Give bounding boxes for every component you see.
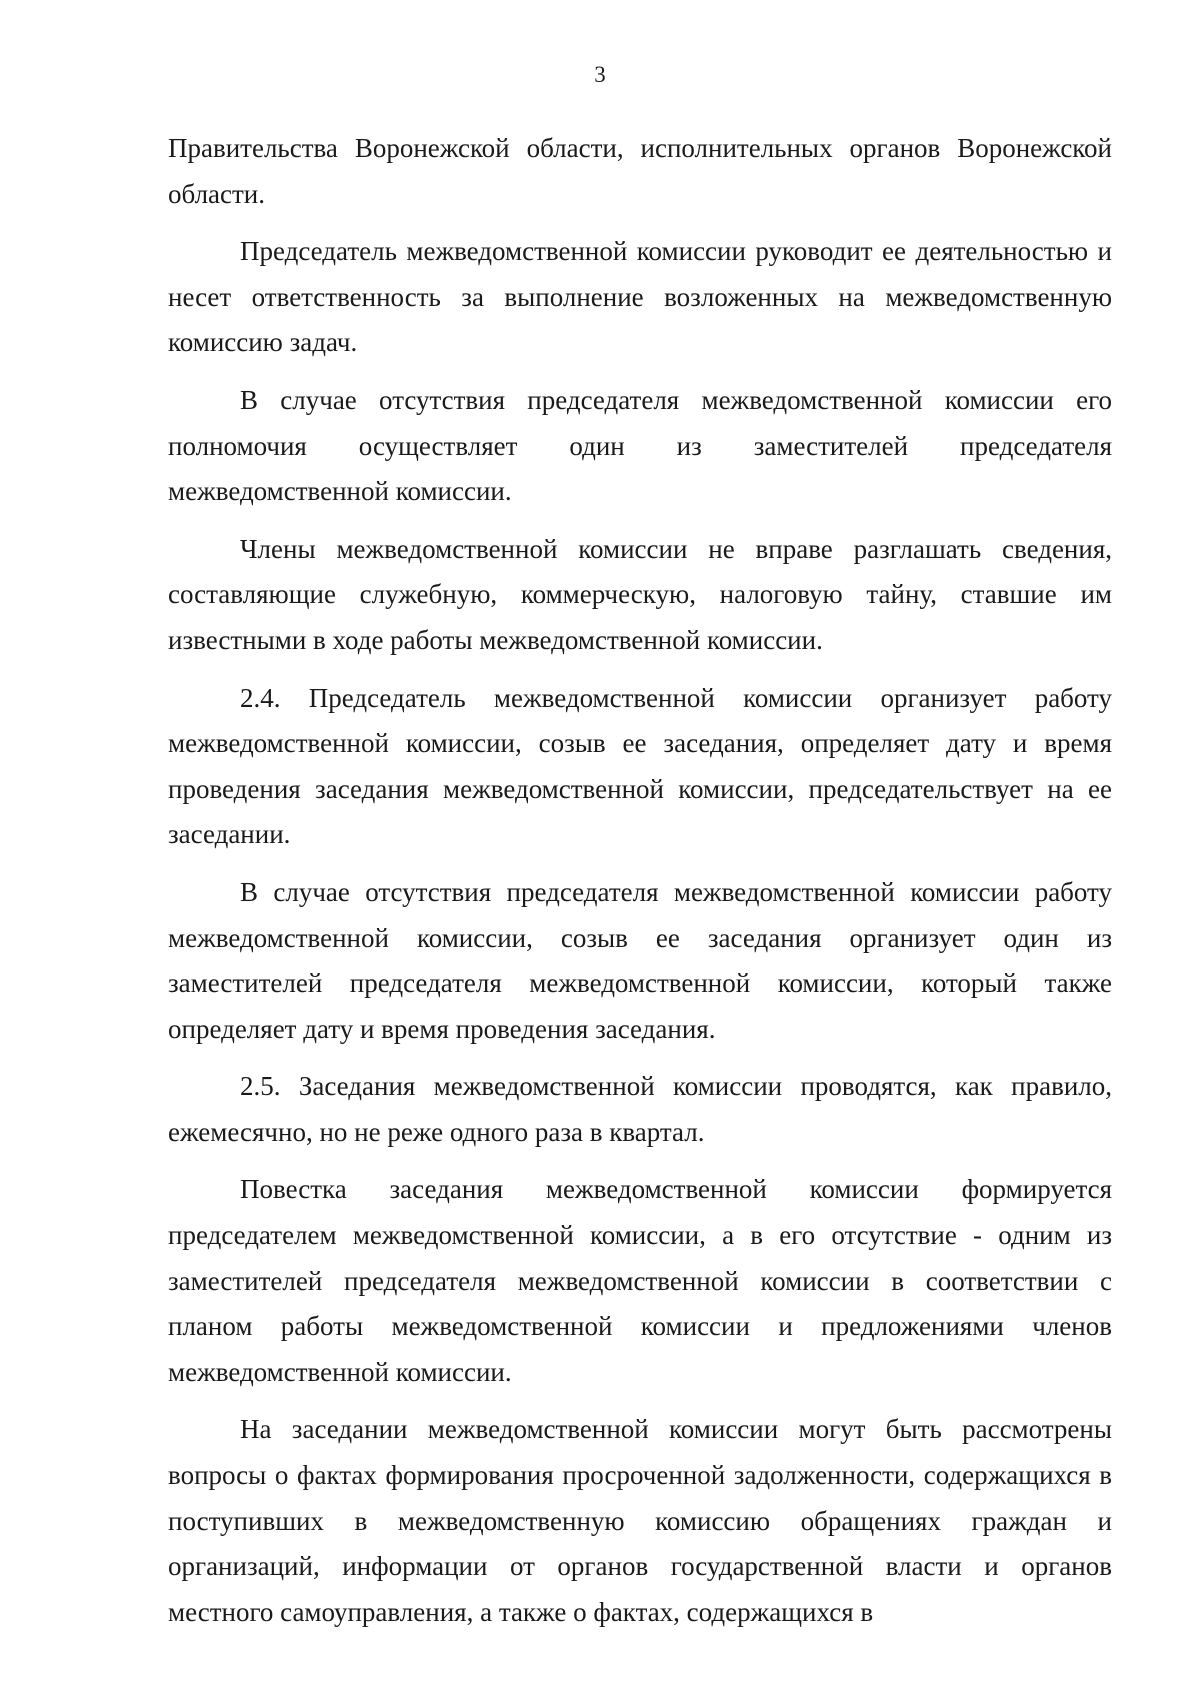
paragraph-2-4: 2.4. Председатель межведомственной комиссии организует работу межведомственной комиссии, созыв ее заседания, определяет дату и время проведения заседания межведомственной комиссии, председательствует на ее заседании. — [168, 682, 1112, 850]
paragraph-continuation: Правительства Воронежской области, исполнительных органов Воронежской области. — [168, 133, 1112, 209]
document-body — [168, 126, 1112, 1635]
paragraph-deputy-organization: В случае отсутствия председателя межведомственной комиссии работу межведомственной комиссии, созыв ее заседания организует один из заместителей председателя межведомственной комиссии, который также определяет дату и время проведения заседания. — [168, 876, 1112, 1044]
paragraph-agenda: Повестка заседания межведомственной комиссии формируется председателем межведомственной комиссии, а в его отсутствие - одним из заместителей председателя межведомственной комиссии в соответствии с планом работы межведомственной комиссии и предложениями членов межведомственной комиссии. — [168, 1174, 1112, 1387]
paragraph-2-5: 2.5. Заседания межведомственной комиссии проводятся, как правило, ежемесячно, но не реже одного раза в квартал. — [168, 1071, 1112, 1147]
paragraph-meeting-questions: На заседании межведомственной комиссии могут быть рассмотрены вопросы о фактах формирования просроченной задолженности, содержащихся в поступивших в межведомственную комиссию обращениях граждан и организаций, информации от органов государственной власти и органов местного самоуправления, а также о фактах, содержащихся в — [168, 1414, 1112, 1627]
paragraph-chairman-absence: В случае отсутствия председателя межведомственной комиссии его полномочия осуществляет один из заместителей председателя межведомственной комиссии. — [168, 384, 1112, 507]
paragraph-chairman-duties: Председатель межведомственной комиссии руководит ее деятельностью и несет ответственность за выполнение возложенных на межведомственную комиссию задач. — [168, 236, 1112, 358]
page-number: 3 — [594, 62, 606, 87]
paragraph-confidentiality: Члены межведомственной комиссии не вправе разглашать сведения, составляющие служебную, коммерческую, налоговую тайну, ставшие им известными в ходе работы межведомственной комиссии. — [168, 533, 1112, 655]
